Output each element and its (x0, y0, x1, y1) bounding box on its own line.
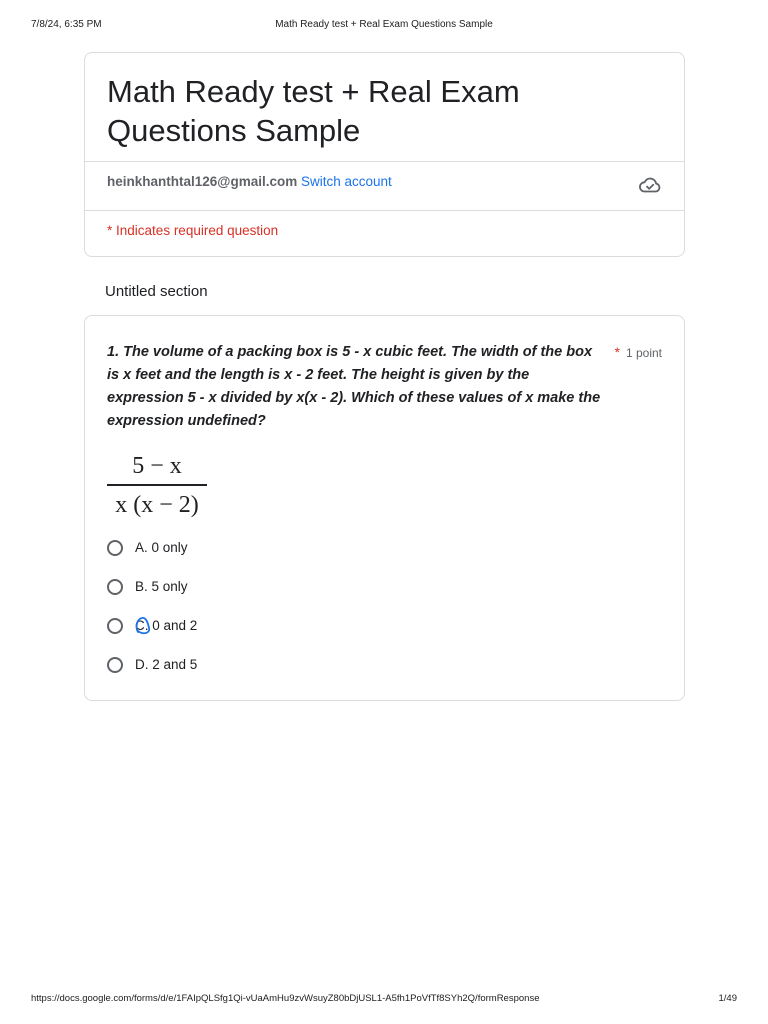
points-label: 1 point (625, 346, 662, 360)
required-note-text: Indicates required question (116, 223, 279, 238)
print-url: https://docs.google.com/forms/d/e/1FAIpQLSfg1Qi-vUaAmHu9zvWsuyZ80bDjUSL1-A5fh1PoVfTf8SYh2Q/formResponse (31, 993, 540, 1004)
formula-image (107, 451, 207, 520)
switch-account-link[interactable]: Switch account (300, 174, 392, 189)
print-title: Math Ready test + Real Exam Questions Sample (275, 19, 493, 30)
option-c[interactable] (107, 606, 197, 645)
option-a[interactable] (107, 528, 197, 567)
question-card (84, 315, 685, 701)
account-email: heinkhanthtal126@gmail.com (107, 174, 298, 189)
form-title: Math Ready test + Real Exam Questions Sample (107, 74, 520, 148)
section-title: Untitled section (105, 283, 208, 300)
option-label-b: B. 5 only (135, 579, 188, 594)
print-header (0, 19, 768, 33)
formula-numerator: 5 − x (132, 453, 182, 479)
answer-options (107, 528, 197, 684)
header-divider (85, 161, 684, 162)
question-text: 1. The volume of a packing box is 5 - x cubic feet. The width of the box is x feet and the length is x - 2 feet. The height is given by the expression 5 - x divided by x(x - 2). Which of these values of x make the expression undefined? (107, 344, 601, 429)
account-divider (85, 210, 684, 211)
option-d[interactable] (107, 645, 197, 684)
formula-fraction-bar (107, 484, 207, 486)
radio-button-c[interactable] (107, 618, 123, 634)
account-row (107, 174, 392, 189)
formula-denominator: x (x − 2) (115, 491, 199, 518)
option-b[interactable] (107, 567, 197, 606)
required-note (107, 223, 278, 238)
option-label-a: A. 0 only (135, 540, 188, 555)
option-label-c: C. 0 and 2 (135, 618, 198, 633)
print-datetime: 7/8/24, 6:35 PM (31, 19, 102, 30)
radio-button-d[interactable] (107, 657, 123, 673)
page-indicator: 1/49 (718, 993, 737, 1004)
form-header-card (84, 52, 685, 257)
required-star: * (107, 223, 113, 238)
required-star: * (614, 344, 620, 360)
question-points (615, 344, 662, 360)
cloud-saved-icon[interactable] (638, 173, 662, 197)
radio-button-a[interactable] (107, 540, 123, 556)
radio-button-b[interactable] (107, 579, 123, 595)
option-label-d: D. 2 and 5 (135, 657, 198, 672)
